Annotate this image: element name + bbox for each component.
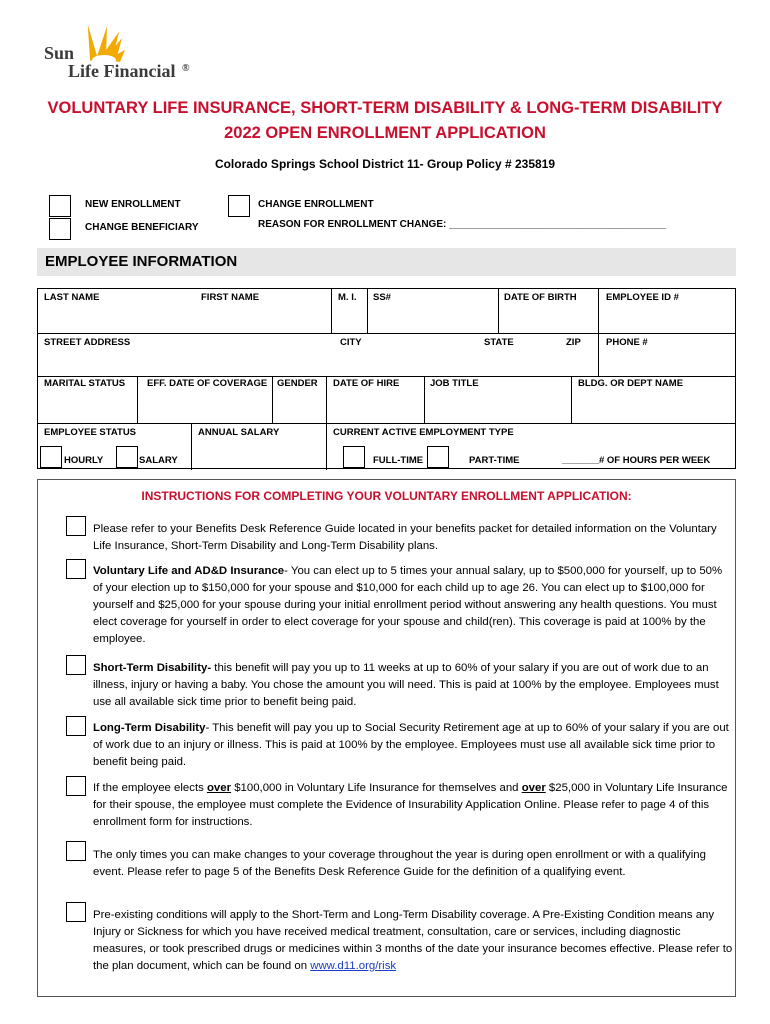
- date-of-hire-field[interactable]: DATE OF HIRE: [333, 378, 400, 389]
- logo-text-life-financial: Life Financial: [68, 61, 176, 81]
- part-time-label: PART-TIME: [469, 455, 520, 466]
- full-time-label: FULL-TIME: [373, 455, 424, 466]
- instruction-7: [93, 907, 733, 975]
- sun-icon: [82, 20, 126, 66]
- risk-link[interactable]: www.d11.org/risk: [310, 960, 397, 972]
- change-beneficiary-label: CHANGE BENEFICIARY: [85, 222, 199, 233]
- change-enrollment-label: CHANGE ENROLLMENT: [258, 199, 374, 210]
- instruction-6-text: The only times you can make changes to your coverage throughout the year is during open enrollment or with a qualifying event. Please refer to page 5 of the Benefits Desk Reference Guide for the definition of a qualifying event.: [93, 849, 706, 878]
- instructions-title: INSTRUCTIONS FOR COMPLETING YOUR VOLUNTARY ENROLLMENT APPLICATION:: [141, 489, 632, 503]
- instruction-3-heading: Short-Term Disability-: [93, 662, 212, 674]
- full-time-checkbox[interactable]: [343, 446, 365, 468]
- instruction-2-checkbox[interactable]: [66, 559, 86, 579]
- change-beneficiary-checkbox[interactable]: [49, 218, 71, 240]
- over-emphasis-2: over: [521, 782, 546, 794]
- instruction-4-checkbox[interactable]: [66, 716, 86, 736]
- instruction-2-text: - You can elect up to 5 times your annual salary, up to $500,000 for yourself, up to 50% of your election up to $150,000 for your spouse and $10,000 for each child up to age 26. You can elect up to $100,000 for yourself and $25,000 for your spouse during your initial enrollment period without answering any health questions. You must elect coverage for yourself in order to elect coverage for your spouse and child(ren). This coverage is paid at 100% by the employee.: [93, 565, 723, 645]
- phone-field[interactable]: PHONE #: [606, 337, 648, 348]
- new-enrollment-checkbox[interactable]: [49, 195, 71, 217]
- instruction-5-checkbox[interactable]: [66, 776, 86, 796]
- marital-status-field[interactable]: MARITAL STATUS: [44, 378, 126, 389]
- form-title-line2: 2022 OPEN ENROLLMENT APPLICATION: [224, 124, 546, 142]
- salary-checkbox[interactable]: [116, 446, 138, 468]
- instruction-2-heading: Voluntary Life and AD&D Insurance: [93, 565, 285, 577]
- hours-per-week-field[interactable]: _______# OF HOURS PER WEEK: [562, 455, 711, 466]
- new-enrollment-label: NEW ENROLLMENT: [85, 199, 181, 210]
- instruction-5: If the employee elects over $100,000 in Voluntary Life Insurance for themselves and over $25,000 in Voluntary Life Insurance for their spouse, the employee must complete the Evidence of Insurability Application Online. Please refer to page 4 of this enrollment form for instructions.: [93, 782, 728, 828]
- last-name-field[interactable]: LAST NAME: [44, 292, 100, 303]
- instruction-1-checkbox[interactable]: [66, 516, 86, 536]
- bldg-dept-field[interactable]: BLDG. OR DEPT NAME: [578, 378, 684, 389]
- employment-type-label: CURRENT ACTIVE EMPLOYMENT TYPE: [333, 427, 514, 438]
- instruction-3: [93, 660, 733, 711]
- instruction-1: [93, 521, 733, 555]
- ssn-field[interactable]: SS#: [373, 292, 391, 303]
- date-of-birth-field[interactable]: DATE OF BIRTH: [504, 292, 577, 303]
- change-reason-field[interactable]: REASON FOR ENROLLMENT CHANGE: _______________________________________: [258, 219, 667, 230]
- middle-initial-field[interactable]: M. I.: [338, 292, 357, 303]
- zip-field[interactable]: ZIP: [566, 337, 581, 348]
- change-enrollment-checkbox[interactable]: [228, 195, 250, 217]
- street-address-field[interactable]: STREET ADDRESS: [44, 337, 131, 348]
- instruction-6-checkbox[interactable]: [66, 841, 86, 861]
- instruction-3-checkbox[interactable]: [66, 655, 86, 675]
- state-field[interactable]: STATE: [484, 337, 514, 348]
- annual-salary-field[interactable]: ANNUAL SALARY: [198, 427, 280, 438]
- instruction-7-text: Pre-existing conditions will apply to the Short-Term and Long-Term Disability coverage. A Pre-Existing Condition means any Injury or Sickness for which you have received medical treatment, consultation, care or services, including diagnostic measures, or took prescribed drugs or medicines within 3 months of the date your insurance becomes effective. Please refer to the plan document, which can be found on: [93, 909, 733, 972]
- gender-field[interactable]: GENDER: [277, 378, 318, 389]
- city-field[interactable]: CITY: [340, 337, 362, 348]
- logo-registered-mark: ®: [182, 63, 190, 74]
- employee-info-title: EMPLOYEE INFORMATION: [45, 253, 238, 270]
- instruction-4-heading: Long-Term Disability: [93, 722, 206, 734]
- instruction-7-checkbox[interactable]: [66, 902, 86, 922]
- instruction-1-text: Please refer to your Benefits Desk Reference Guide located in your benefits packet for detailed information on the Voluntary Life Insurance, Short-Term Disability and Long-Term Disability plans.: [93, 523, 717, 552]
- hourly-checkbox[interactable]: [40, 446, 62, 468]
- over-emphasis-1: over: [206, 782, 232, 794]
- salary-label: SALARY: [139, 455, 178, 466]
- instruction-4-text: - This benefit will pay you up to Social Security Retirement age at up to 60% of your salary if you are out of work due to an injury or illness. This is paid at 100% by the employee. Employees must use all available sick time prior to benefit being paid.: [93, 722, 729, 768]
- instruction-3-text: this benefit will pay you up to 11 weeks at up to 60% of your salary if you are out of work due to an illness, injury or having a baby. You chose the amount you will need. This is paid at 100% by the employee. Employees must use all available sick time prior to benefit being paid.: [93, 662, 719, 708]
- employee-id-field[interactable]: EMPLOYEE ID #: [606, 292, 679, 303]
- form-title-line1: VOLUNTARY LIFE INSURANCE, SHORT-TERM DISABILITY & LONG-TERM DISABILITY: [47, 99, 723, 117]
- eff-date-coverage-field[interactable]: EFF. DATE OF COVERAGE: [147, 378, 268, 389]
- instruction-6: [93, 847, 733, 881]
- job-title-field[interactable]: JOB TITLE: [430, 378, 479, 389]
- logo-text-sun: Sun: [44, 43, 75, 63]
- part-time-checkbox[interactable]: [427, 446, 449, 468]
- form-subtitle: Colorado Springs School District 11- Group Policy # 235819: [214, 157, 556, 171]
- employee-status-label: EMPLOYEE STATUS: [44, 427, 137, 438]
- instruction-2: [93, 563, 733, 648]
- first-name-field[interactable]: FIRST NAME: [201, 292, 260, 303]
- hourly-label: HOURLY: [64, 455, 104, 466]
- instruction-4: [93, 720, 733, 771]
